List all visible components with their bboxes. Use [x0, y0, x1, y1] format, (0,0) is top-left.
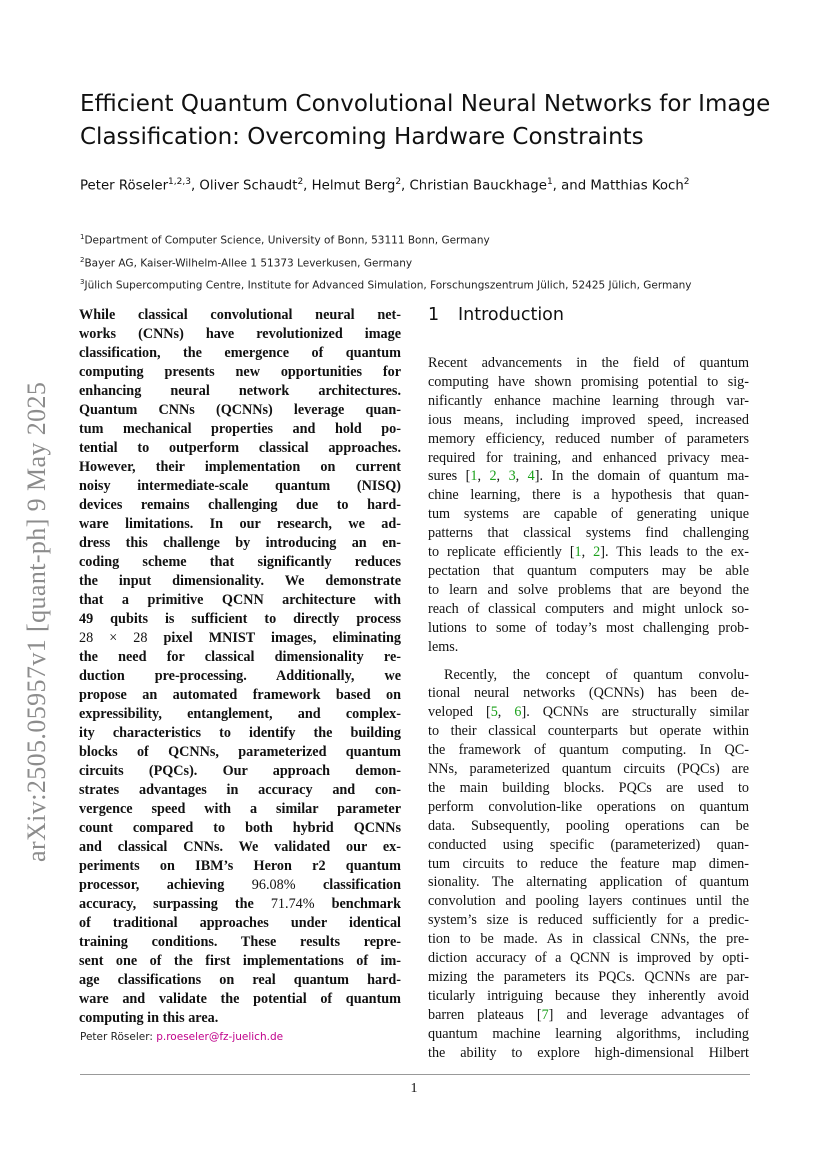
intro-line: NNs, parameterized quantum circuits (PQCs) are [428, 761, 749, 778]
intro-line: to learn and solve problems that are beyond the [428, 581, 749, 598]
abstract-line: ity characteristics to identify the building [79, 725, 401, 741]
intro-line: tional neural networks (QCNNs) has been de- [428, 685, 749, 702]
intro-line: ticularly intriguing because they inherently avoid [428, 987, 749, 1004]
corresponding-author-label: Peter Röseler: [80, 1031, 153, 1043]
citation-link[interactable]: 3 [508, 468, 516, 485]
intro-line: tum circuits to reduce the feature map dimen- [428, 855, 749, 872]
section-number: 1 [428, 305, 440, 325]
abstract-line: expressibility, entanglement, and complex- [79, 706, 401, 722]
affiliation [80, 273, 692, 296]
abstract-line: strates advantages in accuracy and con- [79, 782, 401, 798]
abstract-line: tential to outperform classical approaches. [79, 440, 401, 456]
abstract-line: that a primitive QCNN architecture with [79, 592, 401, 608]
intro-line: nificantly enhance machine learning through var- [428, 392, 749, 409]
section-heading [428, 305, 564, 325]
abstract-line: the input dimensionality. We demonstrate [79, 573, 401, 589]
intro-line: Recent advancements in the field of quantum [428, 355, 749, 371]
intro-line: lems. [428, 638, 459, 655]
intro-line: sionality. The alternating application of quantum [428, 874, 749, 891]
intro-line: memory efficiency, reduced number of parameters [428, 430, 749, 447]
citation-link[interactable]: 5 [490, 704, 498, 721]
affiliation [80, 228, 692, 251]
abstract-line: count compared to both hybrid QCNNs [79, 820, 401, 836]
citation-link[interactable]: 6 [514, 704, 522, 721]
footer-rule [80, 1074, 750, 1075]
introduction-body [428, 354, 749, 1063]
abstract-line: However, their implementation on current [79, 459, 401, 475]
intro-line: chine learning, there is a hypothesis that quan- [428, 487, 749, 504]
title-line-2: Classification: Overcoming Hardware Constraints [80, 124, 644, 150]
abstract-line: blocks of QCNNs, parameterized quantum [79, 744, 401, 760]
affiliation-mark: 3 [80, 278, 85, 286]
author-name: Christian Bauckhage [409, 178, 547, 194]
abstract-line: processor, achieving 96.08% classification [79, 877, 401, 893]
author-name: Oliver Schaudt [199, 178, 298, 194]
abstract-line: ware limitations. In our research, we ad- [79, 516, 401, 532]
abstract-line: classification, the emergence of quantum [79, 345, 401, 361]
abstract-line: 49 qubits is sufficient to directly process [79, 611, 401, 627]
intro-paragraph [428, 666, 749, 1063]
abstract-line: enhancing neural network architectures. [79, 383, 401, 399]
abstract-line: training conditions. These results repre- [79, 934, 401, 950]
author-name: Matthias Koch [590, 178, 684, 194]
intro-line: Recently, the concept of quantum convolu- [444, 666, 749, 683]
arxiv-identifier-stamp: arXiv:2505.05957v1 [quant-ph] 9 May 2025 [22, 381, 51, 862]
intro-line: the framework of quantum computing. In QC- [428, 742, 749, 759]
intro-line: the ability to explore high-dimensional Hilbert [428, 1044, 749, 1061]
intro-line: pectation that quantum computers may be able [428, 562, 749, 579]
affiliation-mark: 2 [80, 255, 85, 264]
citation-link[interactable]: 7 [541, 1006, 549, 1023]
intro-line: system’s size is reduced sufficiently for a predic- [428, 912, 749, 929]
author-separator: , [401, 178, 410, 194]
title-line-1: Efficient Quantum Convolutional Neural Networks for Image [80, 91, 771, 117]
abstract-line: computing in this area. [79, 1010, 219, 1026]
intro-line: lutions to some of today’s most challenging prob- [428, 619, 749, 636]
author-affiliation-mark: 1 [546, 177, 553, 187]
intro-line: quantum machine learning algorithms, including [428, 1025, 749, 1042]
abstract-line: periments on IBM’s Heron r2 quantum [79, 858, 401, 874]
corresponding-author-email-link[interactable]: p.roeseler@fz-juelich.de [156, 1031, 284, 1043]
intro-line: to replicate efficiently [1, 2]. This leads to the ex- [428, 544, 749, 561]
author-affiliation-mark: 2 [297, 177, 304, 187]
intro-line: conducted using specific (parameterized) quan- [428, 836, 749, 853]
citation-link[interactable]: 1 [470, 468, 478, 485]
affiliation-mark: 1 [80, 233, 85, 241]
abstract-line: circuits (PQCs). Our approach demon- [79, 763, 401, 779]
intro-line: patterns that classical systems find challenging [428, 525, 749, 542]
abstract-line: age classifications on real quantum hard- [79, 972, 401, 988]
paper-title [80, 88, 770, 154]
abstract [79, 306, 401, 1028]
author-affiliation-mark: 1,2,3 [168, 177, 191, 187]
corresponding-author [80, 1031, 283, 1043]
citation-link[interactable]: 2 [593, 544, 601, 561]
abstract-line: dress this challenge by introducing an en- [79, 535, 401, 551]
intro-line: convolution and pooling layers continues until the [428, 893, 749, 910]
intro-line: veloped [5, 6]. QCNNs are structurally similar [428, 704, 750, 721]
abstract-line: noisy intermediate-scale quantum (NISQ) [79, 478, 401, 494]
abstract-line: coding scheme that significantly reduces [79, 554, 401, 570]
author-name: Helmut Berg [311, 178, 396, 194]
citation-link[interactable]: 2 [489, 468, 497, 485]
abstract-line: While classical convolutional neural net- [79, 307, 401, 323]
abstract-line: duction pre-processing. Additionally, we [79, 668, 401, 684]
abstract-line: 28 × 28 pixel MNIST images, eliminating [79, 630, 401, 646]
abstract-line: ware and validate the potential of quantum [79, 991, 401, 1007]
abstract-line: of traditional approaches under identical [79, 915, 401, 931]
intro-line: ious means, including improved speed, increased [428, 411, 749, 428]
intro-line: barren plateaus [7] and leverage advantages of [428, 1006, 749, 1023]
citation-link[interactable]: 4 [527, 468, 535, 485]
affiliation [80, 251, 692, 274]
affiliation-text: Bayer AG, Kaiser-Wilhelm-Allee 1 51373 Leverkusen, Germany [84, 257, 413, 269]
abstract-line: accuracy, surpassing the 71.74% benchmark [79, 896, 401, 912]
intro-paragraph [428, 354, 749, 657]
author-separator: , and [552, 178, 591, 194]
intro-line: reach of classical computers and might unlock so- [428, 600, 749, 617]
intro-line: tion to be made. As in classical CNNs, the pre- [428, 931, 749, 948]
author-affiliation-mark: 2 [683, 177, 690, 187]
abstract-line: tum mechanical properties and hold po- [79, 421, 401, 437]
intro-line: data. Subsequently, pooling operations can be [428, 817, 749, 834]
intro-line: sures [1, 2, 3, 4]. In the domain of quantum ma- [428, 468, 750, 485]
abstract-line: works (CNNs) have revolutionized image [79, 326, 401, 342]
author-separator: , [190, 178, 200, 194]
intro-line: diction accuracy of a QCNN is improved by opti- [428, 950, 749, 967]
intro-line: required for training, and enhanced privacy mea- [428, 449, 749, 466]
abstract-line: propose an automated framework based on [79, 687, 401, 703]
page-number: 1 [410, 1081, 418, 1096]
intro-line: perform convolution-like operations on quantum [428, 798, 749, 815]
affiliation-text: Department of Computer Science, University of Bonn, 53111 Bonn, Germany [84, 234, 490, 247]
author-list [80, 177, 690, 193]
abstract-line: vergence speed with a similar parameter [79, 801, 401, 817]
author-affiliation-mark: 2 [395, 177, 402, 187]
intro-line: the main building blocks. PQCs are used to [428, 779, 749, 796]
intro-line: mizing the parameters its PQCs. QCNNs are par- [428, 969, 749, 985]
affiliation-text: Jülich Supercomputing Centre, Institute for Advanced Simulation, Forschungszentrum Jülich, 52425 Jülich, Germany [84, 279, 692, 292]
intro-line: computing have shown promising potential to sig- [428, 373, 749, 390]
abstract-line: devices remains challenging due to hard- [79, 497, 401, 513]
author-name: Peter Röseler [80, 178, 169, 194]
author-separator: , [303, 178, 312, 194]
abstract-line: and classical CNNs. We validated our ex- [79, 839, 401, 855]
abstract-line: Quantum CNNs (QCNNs) leverage quan- [79, 402, 401, 418]
affiliation-list [80, 228, 692, 296]
abstract-line: sent one of the first implementations of im- [79, 953, 401, 969]
abstract-line: the need for classical dimensionality re- [79, 649, 401, 665]
section-title: Introduction [458, 305, 564, 325]
citation-link[interactable]: 1 [574, 544, 582, 561]
intro-line: tum systems are capable of generating unique [428, 506, 749, 523]
abstract-line: computing presents new opportunities for [79, 364, 401, 380]
intro-line: to their classical counterparts but operate within [428, 723, 749, 740]
